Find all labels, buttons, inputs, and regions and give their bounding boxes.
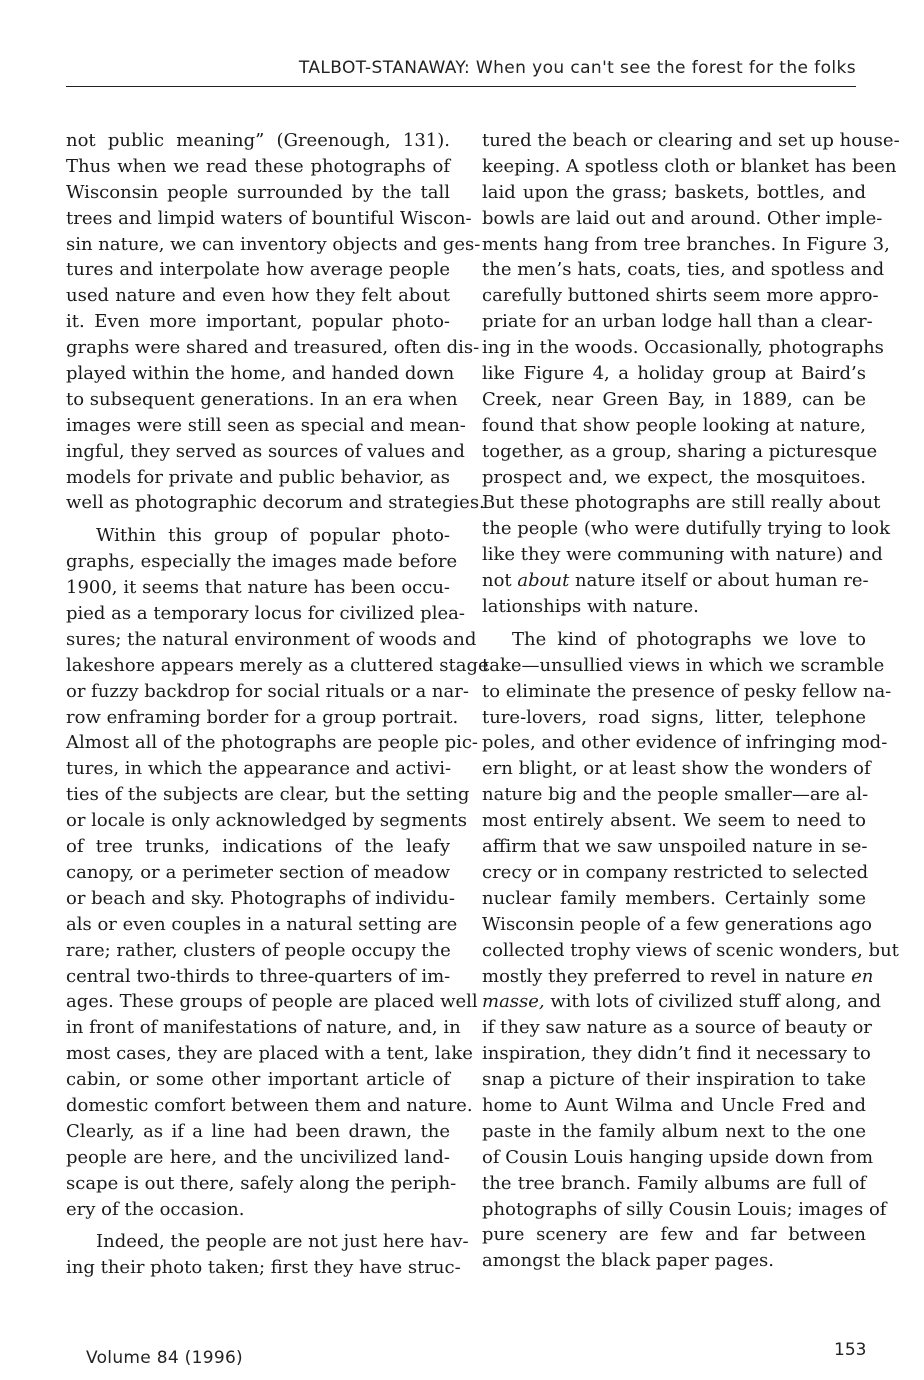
text-line: nature big and the people smaller—are al-: [482, 784, 869, 806]
text-line: ties of the subjects are clear, but the setting: [66, 784, 470, 806]
text-line: inspiration, they didn’t find it necessary to: [482, 1043, 871, 1065]
text-line: pied as a temporary locus for civilized plea-: [66, 603, 465, 625]
text-line: used nature and even how they felt about: [66, 285, 450, 307]
text-line: cabin, or some other important article of: [66, 1069, 450, 1091]
text-line: paste in the family album next to the one: [482, 1120, 866, 1142]
text-line: well as photographic decorum and strategies.: [66, 492, 485, 514]
text-line: people are here, and the uncivilized land-: [66, 1146, 450, 1168]
paragraph: [482, 128, 900, 620]
text-line: not public meaning” (Greenough, 131).: [66, 130, 450, 151]
text-line: most cases, they are placed with a tent, lake: [66, 1043, 473, 1065]
text-line: crecy or in company restricted to selected: [482, 861, 869, 883]
text-line: images were still seen as special and mean-: [66, 414, 466, 436]
paragraph: [66, 1229, 469, 1281]
text-line: als or even couples in a natural setting are: [66, 913, 458, 935]
text-line: photographs of silly Cousin Louis; images of: [482, 1198, 887, 1220]
text-line: the people (who were dutifully trying to look: [482, 518, 890, 540]
text-line: lationships with nature.: [482, 596, 699, 618]
text-line: graphs, especially the images made before: [66, 551, 458, 573]
text-line: or fuzzy backdrop for social rituals or a nar-: [66, 680, 469, 702]
text-line: priate for an urban lodge hall than a clear-: [482, 311, 873, 333]
text-line: central two-thirds to three-quarters of im-: [66, 965, 451, 987]
text-line: it. Even more important, popular photo-: [66, 311, 450, 333]
text-line: Clearly, as if a line had been drawn, the: [66, 1120, 450, 1142]
text-line: like Figure 4, a holiday group at Baird’s: [482, 363, 866, 385]
text-line: to eliminate the presence of pesky fellow na-: [482, 680, 892, 702]
text-line: scape is out there, safely along the periph-: [66, 1172, 457, 1194]
text-line: home to Aunt Wilma and Uncle Fred and: [482, 1094, 866, 1116]
text-line: keeping. A spotless cloth or blanket has been: [482, 155, 897, 177]
text-line: The kind of photographs we love to: [512, 628, 866, 650]
text-line: Indeed, the people are not just here hav-: [96, 1231, 469, 1253]
italic-term: about: [517, 570, 570, 592]
text-line: if they saw nature as a source of beauty or: [482, 1017, 872, 1039]
header-rule: [66, 86, 856, 87]
text-line: laid upon the grass; baskets, bottles, and: [482, 181, 866, 203]
italic-term: en: [851, 965, 874, 987]
text-line: found that show people looking at nature,: [482, 414, 866, 436]
text-line: 1900, it seems that nature has been occu-: [66, 577, 450, 599]
text-line: in front of manifestations of nature, and, in: [66, 1017, 461, 1039]
text-line: row enframing border for a group portrait.: [66, 706, 459, 728]
text-line: Creek, near Green Bay, in 1889, can be: [482, 388, 866, 410]
text-line: played within the home, and handed down: [66, 363, 455, 385]
text-line: ery of the occasion.: [66, 1198, 245, 1220]
italic-term: masse,: [482, 991, 545, 1013]
text-line: snap a picture of their inspiration to take: [482, 1069, 866, 1091]
text-line: masse, with lots of civilized stuff along, and: [482, 991, 882, 1013]
paragraph: [66, 128, 485, 516]
text-line: like they were communing with nature) and: [482, 544, 883, 566]
text-line: not about nature itself or about human re-: [482, 570, 869, 592]
volume-footer: Volume 84 (1996): [86, 1348, 243, 1368]
text-line: Wisconsin people surrounded by the tall: [66, 181, 450, 203]
text-line: or locale is only acknowledged by segments: [66, 810, 468, 832]
text-line: canopy, or a perimeter section of meadow: [66, 861, 450, 883]
text-line: or beach and sky. Photographs of individu-: [66, 887, 455, 909]
text-line: the men’s hats, coats, ties, and spotless and: [482, 259, 885, 281]
text-line: Thus when we read these photographs of: [66, 155, 450, 177]
text-line: ing their photo taken; first they have struc-: [66, 1257, 461, 1279]
text-line: amongst the black paper pages.: [482, 1250, 775, 1272]
text-line: ing in the woods. Occasionally, photographs: [482, 337, 884, 359]
text-line: bowls are laid out and around. Other imple-: [482, 207, 883, 229]
right-column: [482, 128, 900, 1274]
text-line: ingful, they served as sources of values and: [66, 440, 465, 462]
text-line: mostly they preferred to revel in nature en: [482, 965, 874, 987]
text-line: nuclear family members. Certainly some: [482, 887, 866, 909]
text-line: collected trophy views of scenic wonders, but: [482, 939, 899, 961]
text-line: trees and limpid waters of bountiful Wiscon-: [66, 207, 472, 229]
paragraph: [66, 523, 489, 1222]
paragraph: [482, 627, 899, 1274]
text-line: of tree trunks, indications of the leafy: [66, 836, 450, 858]
text-line: together, as a group, sharing a picturesque: [482, 440, 878, 462]
text-line: most entirely absent. We seem to need to: [482, 810, 866, 832]
text-line: take—unsullied views in which we scramble: [482, 654, 885, 676]
text-line: lakeshore appears merely as a cluttered stage: [66, 654, 489, 676]
text-line: tures, in which the appearance and activi-: [66, 758, 452, 780]
text-line: rare; rather, clusters of people occupy the: [66, 939, 451, 961]
text-line: ern blight, or at least show the wonders of: [482, 758, 871, 780]
text-line: of Cousin Louis hanging upside down from: [482, 1146, 874, 1168]
text-line: tured the beach or clearing and set up house-: [482, 130, 900, 151]
text-line: pure scenery are few and far between: [482, 1224, 866, 1246]
text-line: to subsequent generations. In an era when: [66, 388, 458, 410]
text-line: ture-lovers, road signs, litter, telephone: [482, 706, 866, 728]
text-line: Within this group of popular photo-: [96, 525, 450, 547]
page-number: 153: [834, 1340, 867, 1360]
text-line: ments hang from tree branches. In Figure 3,: [482, 233, 890, 255]
text-line: tures and interpolate how average people: [66, 259, 450, 281]
text-line: carefully buttoned shirts seem more appro-: [482, 285, 879, 307]
text-line: affirm that we saw unspoiled nature in se-: [482, 836, 868, 858]
text-line: the tree branch. Family albums are full of: [482, 1172, 866, 1194]
running-header: TALBOT-STANAWAY: When you can't see the forest for the folks: [298, 58, 856, 78]
text-line: poles, and other evidence of infringing mod-: [482, 732, 888, 754]
text-line: But these photographs are still really about: [482, 492, 881, 514]
text-line: sin nature, we can inventory objects and ges-: [66, 233, 481, 255]
text-line: ages. These groups of people are placed well: [66, 991, 478, 1013]
text-line: sures; the natural environment of woods and: [66, 628, 477, 650]
text-line: graphs were shared and treasured, often dis-: [66, 337, 480, 359]
text-line: models for private and public behavior, as: [66, 466, 450, 488]
text-line: Wisconsin people of a few generations ago: [482, 913, 873, 935]
text-line: prospect and, we expect, the mosquitoes.: [482, 466, 866, 488]
left-column: [66, 128, 489, 1281]
text-line: Almost all of the photographs are people pic-: [66, 732, 479, 754]
text-line: domestic comfort between them and nature.: [66, 1094, 473, 1116]
